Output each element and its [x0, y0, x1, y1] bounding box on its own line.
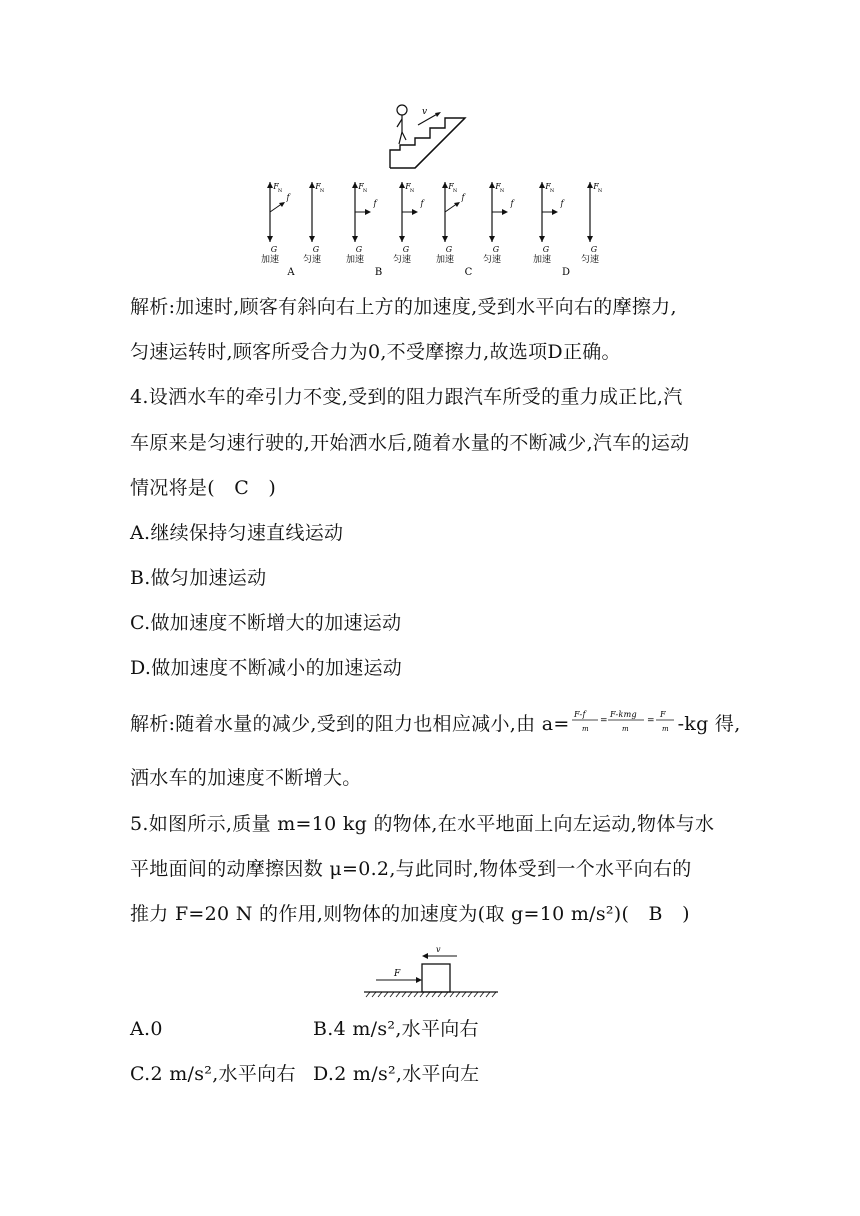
frac2-denominator: m: [621, 725, 629, 733]
normal-force-subscript: N: [362, 188, 368, 194]
gravity-label: G: [590, 245, 598, 254]
option-label-d: D: [561, 267, 571, 278]
friction-label: f: [510, 199, 514, 208]
normal-force-subscript: N: [277, 188, 283, 194]
normal-force-label: F: [358, 182, 364, 191]
gravity-label: G: [312, 245, 320, 254]
friction-label: f: [286, 193, 290, 202]
normal-force-label: F: [405, 182, 411, 191]
gravity-label: G: [542, 245, 550, 254]
normal-force-subscript: N: [597, 188, 603, 194]
question4-option-c: C.做加速度不断增大的加速运动: [130, 612, 402, 634]
block-force-label: F: [394, 969, 401, 979]
gravity-label: G: [270, 245, 278, 254]
velocity-label: v: [422, 107, 428, 117]
gravity-label: G: [355, 245, 363, 254]
accel-caption: 加速: [260, 255, 280, 265]
question5-option-c: C.2 m/s²,水平向右: [130, 1063, 296, 1085]
frac2-numerator: F-kmg: [609, 710, 637, 719]
question4-line3: 情况将是( C ): [130, 477, 277, 499]
svg-text:=: =: [646, 716, 655, 726]
svg-text:=: =: [599, 716, 608, 726]
normal-force-subscript: N: [409, 188, 415, 194]
uniform-caption: 匀速: [482, 255, 502, 265]
analysis-q4-prefix: 解析:随着水量的减少,受到的阻力也相应减小,由 a=: [130, 713, 570, 735]
option-label-b: B: [374, 267, 383, 278]
normal-force-label: F: [495, 182, 501, 191]
accel-caption: 加速: [532, 255, 552, 265]
frac3-numerator: F: [659, 710, 666, 719]
frac1-denominator: m: [581, 725, 589, 733]
formula: [570, 710, 720, 737]
block-figure: [362, 940, 502, 1000]
uniform-caption: 匀速: [392, 255, 412, 265]
question4-option-b: B.做匀加速运动: [130, 567, 267, 589]
gravity-label: G: [402, 245, 410, 254]
normal-force-subscript: N: [499, 188, 505, 194]
normal-force-subscript: N: [319, 188, 325, 194]
gravity-label: G: [445, 245, 453, 254]
gravity-label: G: [492, 245, 500, 254]
friction-label: f: [461, 193, 465, 202]
uniform-caption: 匀速: [302, 255, 322, 265]
accel-caption: 加速: [345, 255, 365, 265]
question5-line1: 5.如图所示,质量 m=10 kg 的物体,在水平地面上向左运动,物体与水: [130, 813, 715, 835]
block-velocity-label: v: [436, 945, 441, 954]
normal-force-subscript: N: [452, 188, 458, 194]
question5-option-b: B.4 m/s²,水平向右: [313, 1018, 479, 1040]
normal-force-subscript: N: [549, 188, 555, 194]
question4-line1: 4.设洒水车的牵引力不变,受到的阻力跟汽车所受的重力成正比,汽: [130, 386, 683, 408]
analysis-q4-line1: [130, 712, 741, 737]
normal-force-label: F: [593, 182, 599, 191]
force-diagrams: [255, 178, 605, 278]
analysis-q3-line1: 解析:加速时,顾客有斜向右上方的加速度,受到水平向右的摩擦力,: [130, 296, 677, 318]
question5-option-a: A.0: [130, 1018, 163, 1040]
question4-option-a: A.继续保持匀速直线运动: [130, 522, 344, 544]
escalator-figure: [385, 100, 475, 172]
normal-force-label: F: [448, 182, 454, 191]
frac1-numerator: F-f: [573, 710, 586, 719]
question4-option-d: D.做加速度不断减小的加速运动: [130, 657, 403, 679]
question5-line3: 推力 F=20 N 的作用,则物体的加速度为(取 g=10 m/s²)( B ): [130, 903, 690, 925]
frac3-denominator: m: [661, 725, 669, 733]
question4-line2: 车原来是匀速行驶的,开始洒水后,随着水量的不断减少,汽车的运动: [130, 432, 690, 454]
normal-force-label: F: [315, 182, 321, 191]
analysis-q4-line2: 洒水车的加速度不断增大。: [130, 767, 362, 789]
analysis-q4-suffix: -kg 得,: [677, 713, 741, 735]
friction-label: f: [373, 199, 377, 208]
friction-label: f: [420, 199, 424, 208]
normal-force-label: F: [545, 182, 551, 191]
question5-line2: 平地面间的动摩擦因数 μ=0.2,与此同时,物体受到一个水平向右的: [130, 858, 692, 880]
uniform-caption: 匀速: [580, 255, 600, 265]
friction-label: f: [560, 199, 564, 208]
normal-force-label: F: [273, 182, 279, 191]
accel-caption: 加速: [435, 255, 455, 265]
option-label-c: C: [464, 267, 473, 278]
option-label-a: A: [287, 267, 295, 278]
question5-option-d: D.2 m/s²,水平向左: [313, 1063, 480, 1085]
analysis-q3-line2: 匀速运转时,顾客所受合力为0,不受摩擦力,故选项D正确。: [130, 341, 621, 363]
